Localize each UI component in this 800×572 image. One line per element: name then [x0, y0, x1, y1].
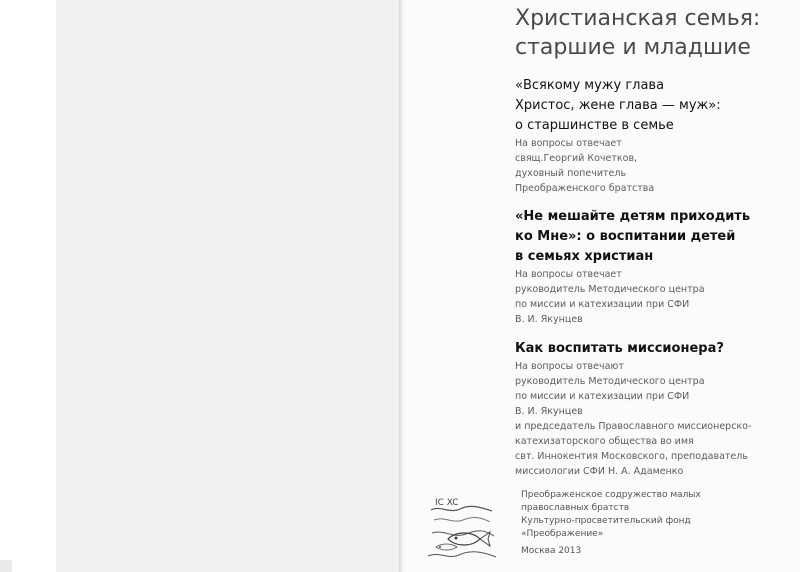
section-3-author-line-4: В. И. Якунцев: [515, 406, 583, 417]
section-3: [515, 339, 795, 479]
section-2-title-line-3: в семьях христиан: [515, 249, 654, 264]
book-title-line-2: старшие и младшие: [515, 35, 751, 60]
section-2-author-line-2: руководитель Методического центра: [515, 284, 705, 295]
publisher-line-2: православных братств: [521, 503, 630, 513]
left-page: [56, 0, 400, 572]
publisher-line-3: Культурно-просветительский фонд: [521, 516, 691, 526]
publisher-line-1: Преображенское содружество малых: [521, 490, 701, 500]
section-1-author-line-3: духовный попечитель: [515, 168, 627, 179]
section-1-title-line-2: Христос, жене глава — муж»:: [515, 98, 721, 113]
section-3-title: [515, 339, 795, 359]
section-1-author-line-4: Преображенского братства: [515, 183, 655, 194]
section-3-author-line-7: свт. Иннокентия Московского, преподаватель: [515, 451, 748, 462]
section-2-author: [515, 267, 795, 327]
publisher-text: [521, 489, 791, 558]
title-page-content: [515, 4, 795, 479]
publisher-line-4: «Преображение»: [521, 529, 604, 539]
section-2-title-line-1: «Не мешайте детям приходить: [515, 209, 751, 224]
section-1-author-line-1: На вопросы отвечает: [515, 138, 622, 149]
section-2-author-line-1: На вопросы отвечает: [515, 269, 622, 280]
section-1-title-line-3: о старшинстве в семье: [515, 118, 674, 133]
section-3-title-line-1: Как воспитать миссионера?: [515, 341, 724, 356]
section-3-author-line-6: катехизаторского общества во имя: [515, 436, 694, 447]
logo-text: IC XC: [435, 498, 459, 508]
publisher-line-5: Москва 2013: [521, 546, 582, 556]
section-3-author-line-2: руководитель Методического центра: [515, 376, 705, 387]
section-1-author-line-2: свящ.Георгий Кочетков,: [515, 153, 638, 164]
section-3-author-line-3: по миссии и катехизации при СФИ: [515, 391, 690, 402]
section-3-author-line-5: и председатель Православного миссионерско-: [515, 421, 752, 432]
section-3-author-line-1: На вопросы отвечают: [515, 361, 624, 372]
section-1-title-line-1: «Всякому мужу глава: [515, 78, 665, 93]
section-1-title: [515, 76, 795, 136]
book-title-line-1: Христианская семья:: [515, 6, 761, 31]
section-2: [515, 207, 795, 327]
section-2-author-line-4: В. И. Якунцев: [515, 314, 583, 325]
fish-logo-icon: [426, 489, 498, 561]
section-1: [515, 76, 795, 196]
section-3-author: [515, 359, 795, 479]
page-corner-mark: [0, 560, 12, 572]
book-title: [515, 4, 795, 62]
section-3-author-line-8: миссиологии СФИ Н. А. Адаменко: [515, 466, 684, 477]
publisher-block: [426, 489, 786, 569]
section-2-title: [515, 207, 795, 267]
section-1-author: [515, 136, 795, 196]
section-2-author-line-3: по миссии и катехизации при СФИ: [515, 299, 690, 310]
section-2-title-line-2: ко Мне»: о воспитании детей: [515, 229, 736, 244]
